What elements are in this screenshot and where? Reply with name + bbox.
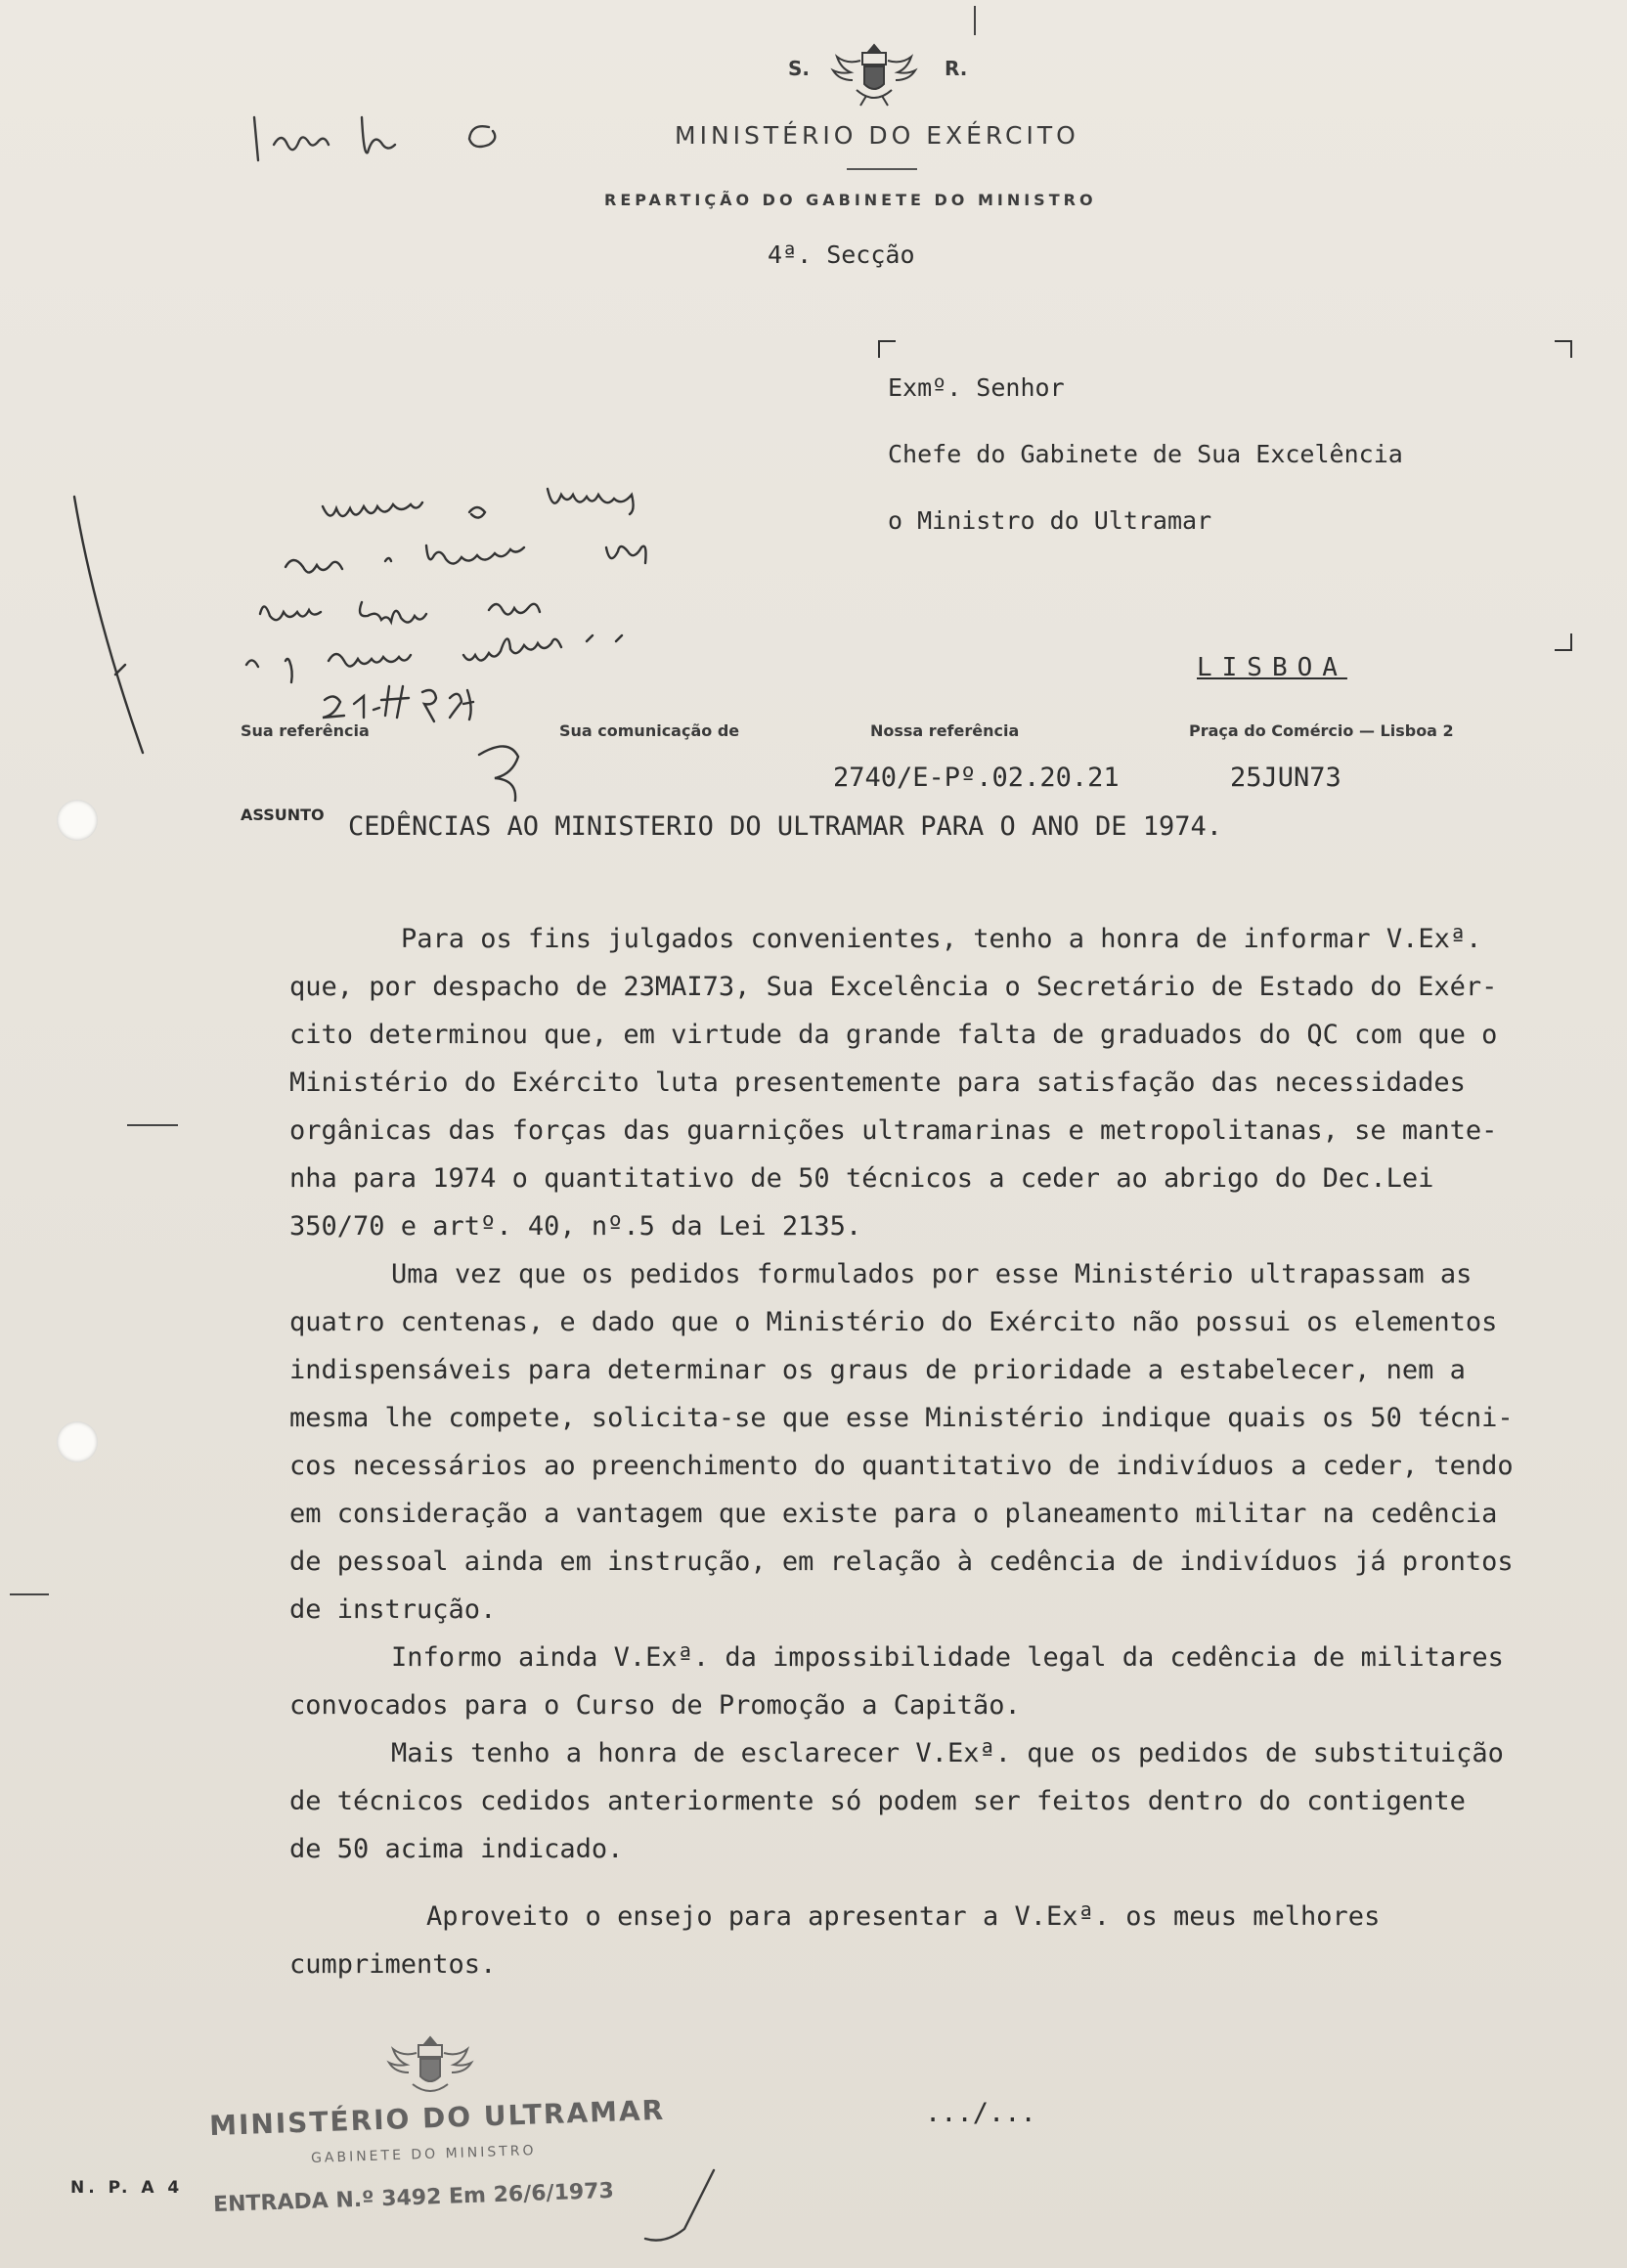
nossa-referencia-value: 2740/E-Pº.02.20.21 [833, 763, 1120, 793]
addressee-minister: o Ministro do Ultramar [888, 506, 1212, 535]
body-line: Uma vez que os pedidos formulados por esse Ministério ultrapassam as [391, 1259, 1473, 1289]
section-label: 4ª. Secção [768, 240, 915, 269]
body-line: de 50 acima indicado. [289, 1834, 624, 1864]
body-line: mesma lhe compete, solicita-se que esse Ministério indique quais os 50 técni- [289, 1403, 1514, 1433]
margin-mark [10, 1593, 49, 1595]
addressee-title: Chefe do Gabinete de Sua Excelência [888, 440, 1403, 468]
stamp-title: MINISTÉRIO DO ULTRAMAR [208, 2093, 666, 2143]
body-line: de técnicos cedidos anteriormente só podem ser feitos dentro do contigente [289, 1786, 1466, 1816]
handwritten-initials [244, 98, 538, 166]
body-line: quatro centenas, e dado que o Ministério do Exército não possui os elementos [289, 1307, 1498, 1337]
punch-hole-top [57, 800, 98, 841]
label-nossa-referencia: Nossa referência [870, 721, 1020, 740]
addressee-salutation: Exmº. Senhor [888, 373, 1065, 402]
header-s-mark: S. [788, 57, 811, 80]
body-line: Ministério do Exército luta presentemente para satisfação das necessidades [289, 1068, 1466, 1098]
ministry-title: MINISTÉRIO DO EXÉRCITO [675, 121, 1079, 150]
body-line: Para os fins julgados convenientes, tenho a honra de informar V.Exª. [401, 924, 1482, 954]
handwritten-annotation [59, 469, 919, 802]
letter-body [289, 915, 1619, 1988]
address-corner-br [1555, 633, 1572, 651]
body-line: que, por despacho de 23MAI73, Sua Excelência o Secretário de Estado do Exér- [289, 972, 1498, 1002]
body-line: em consideração a vantagem que existe para o planeamento militar na cedência [289, 1499, 1498, 1529]
address-corner-tl [878, 340, 896, 358]
body-line: nha para 1974 o quantitativo de 50 técnicos a ceder ao abrigo do Dec.Lei [289, 1163, 1434, 1194]
stamp-emblem [383, 2031, 477, 2102]
continuation-mark: .../... [925, 2098, 1036, 2128]
punch-hole-bottom [57, 1421, 98, 1462]
top-mark [974, 6, 976, 35]
body-line: orgânicas das forças das guarnições ultramarinas e metropolitanas, se mante- [289, 1115, 1498, 1146]
label-address: Praça do Comércio — Lisboa 2 [1189, 721, 1454, 740]
stamp-subtitle: GABINETE DO MINISTRO [310, 2142, 537, 2167]
address-corner-tr [1555, 340, 1572, 358]
body-line: de pessoal ainda em instrução, em relação à cedência de indivíduos já prontos [289, 1547, 1514, 1577]
body-line: indispensáveis para determinar os graus de prioridade a estabelecer, nem a [289, 1355, 1466, 1385]
body-line: de instrução. [289, 1594, 497, 1625]
body-line: Mais tenho a honra de esclarecer V.Exª. que os pedidos de substituição [391, 1738, 1504, 1768]
footer-code: N. P. A 4 [70, 2178, 184, 2198]
coat-of-arms-emblem [827, 39, 921, 109]
label-sua-referencia: Sua referência [241, 721, 370, 740]
department-title: REPARTIÇÃO DO GABINETE DO MINISTRO [604, 191, 1097, 209]
header-divider [847, 168, 917, 170]
label-sua-comunicacao: Sua comunicação de [559, 721, 740, 740]
header-r-mark: R. [945, 57, 968, 80]
body-line: cos necessários ao preenchimento do quantitativo de indivíduos a ceder, tendo [289, 1451, 1514, 1481]
subject-label: ASSUNTO [241, 806, 325, 824]
body-line: cumprimentos. [289, 1949, 497, 1980]
subject-text: CEDÊNCIAS AO MINISTERIO DO ULTRAMAR PARA O ANO DE 1974. [348, 811, 1223, 842]
body-line: cito determinou que, em virtude da grande falta de graduados do QC com que o [289, 1020, 1498, 1050]
body-line: Aproveito o ensejo para apresentar a V.Exª. os meus melhores [426, 1901, 1381, 1932]
body-line: 350/70 e artº. 40, nº.5 da Lei 2135. [289, 1211, 862, 1242]
addressee-city: LISBOA [1197, 653, 1347, 682]
body-line: Informo ainda V.Exª. da impossibilidade legal da cedência de militares [391, 1642, 1504, 1673]
stamp-slash-mark [616, 2160, 733, 2248]
document-date: 25JUN73 [1230, 763, 1341, 793]
margin-mark [127, 1124, 178, 1126]
body-line: convocados para o Curso de Promoção a Capitão. [289, 1690, 1021, 1721]
stamp-entry: ENTRADA N.º 3492 Em 26/6/1973 [212, 2178, 615, 2218]
